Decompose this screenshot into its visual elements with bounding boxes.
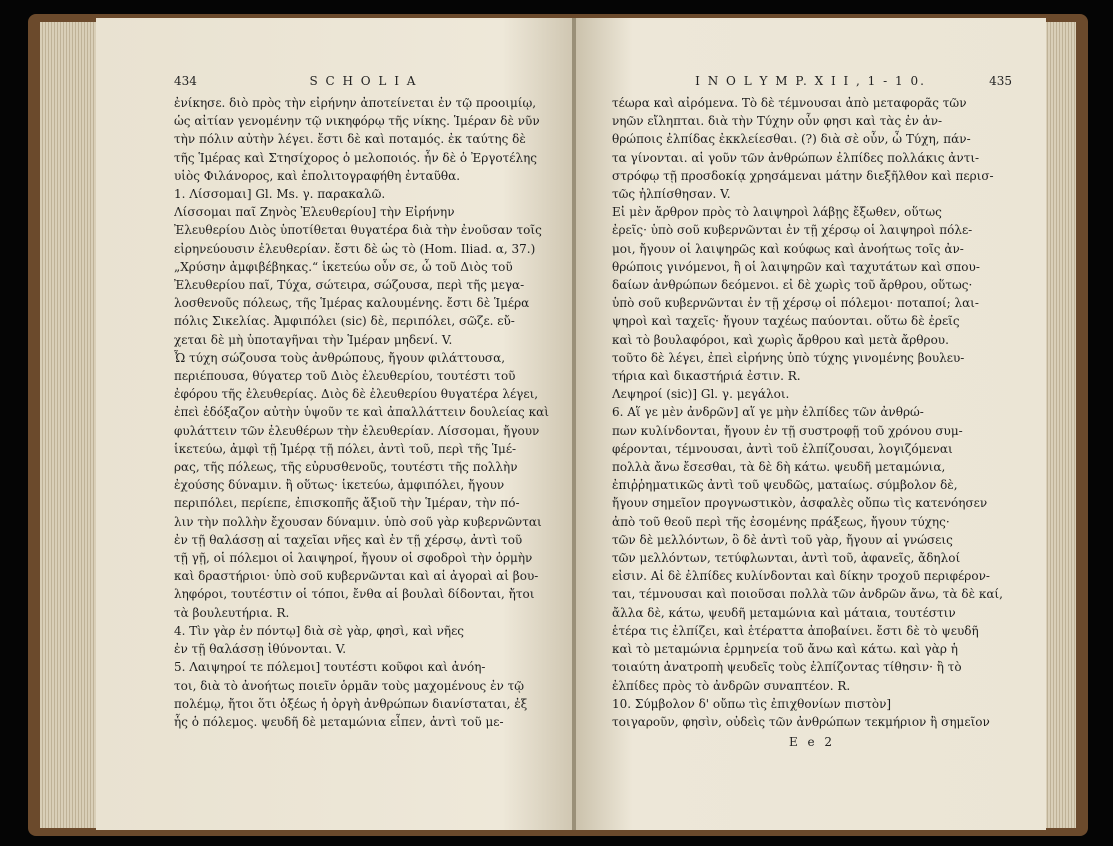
- text-line: τα γίνονται. αἱ γοῦν τῶν ἀνθρώπων ἐλπίδες πολλάκις ἀντι-: [612, 150, 980, 165]
- text-line: Εἰ μὲν ἄρθρον πρὸς τὸ λαιψηροὶ λάβῃς ἔξωθεν, οὕτως: [612, 205, 942, 220]
- text-line: τῶς ἠλπίσθησαν. V.: [612, 187, 731, 202]
- signature-mark: E e 2: [788, 735, 836, 750]
- text-line: 1. Λίσσομαι] Gl. Ms. γ. παρακαλῶ.: [174, 187, 386, 202]
- text-line: τῶν δὲ μελλόντων, ὃ δὲ ἀντὶ τοῦ γὰρ, ἤγουν αἱ γνώσεις: [612, 532, 953, 547]
- text-line: ληφόροι, τουτέστιν οἱ τόποι, ἔνθα αἱ βουλαὶ δίδονται, ἤτοι: [174, 587, 535, 602]
- text-line: λιν τὴν πολλὴν ἔχουσαν δύναμιν. ὑπὸ σοῦ γὰρ κυβερνῶνται: [174, 514, 542, 529]
- text-line: πόλις Σικελίας. Ἀμφιπόλει (sic) δὲ, περιπόλει, σῶζε. εὔ-: [174, 314, 515, 329]
- text-line: ὡς αἰτίαν γενομένην τῷ νικηφόρῳ τῆς νίκης. Ἱμέραν δὲ νῦν: [174, 114, 540, 129]
- text-line: φέρονται, τέμνουσαι, ἀντὶ τοῦ ἐλπίζουσαι, λογιζόμεναι: [612, 441, 953, 456]
- text-line: τῆς Ἱμέρας καὶ Στησίχορος ὁ μελοποιός. ἦν δὲ ὁ Ἐργοτέλης: [174, 150, 538, 165]
- text-line: περιέπουσα, θύγατερ τοῦ Διὸς ἐλευθερίου, τουτέστι τοῦ: [174, 369, 516, 384]
- text-line: Λεψηροί (sic)] Gl. γ. μεγάλοι.: [612, 387, 790, 402]
- text-line: ἐν τῇ θαλάσσῃ ἰθύνονται. V.: [174, 642, 347, 657]
- text-line: 4. Τὶν γὰρ ἐν πόντῳ] διὰ σὲ γὰρ, φησὶ, καὶ νῆες: [174, 623, 465, 638]
- text-line: ται, τέμνουσαι καὶ ποιοῦσαι πολλὰ τῶν ἀνδρῶν ἄνω, τὰ δὲ καί,: [612, 587, 1003, 602]
- text-line: δαίων ἀνθρώπων δεόμενοι. εἰ δὲ χωρὶς τοῦ ἄρθρου, οὕτως·: [612, 278, 973, 293]
- text-line: εἰρηνεύουσιν ἐλευθερίαν. ἔστι δὲ ὡς τὸ (Hom. Iliad. α, 37.): [174, 241, 536, 256]
- text-line: τοιγαροῦν, φησὶν, οὐδεὶς τῶν ἀνθρώπων τεκμήριον ἢ σημεῖον: [612, 714, 990, 729]
- text-line: 10. Σύμβολον δ' οὔπω τὶς ἐπιχθονίων πιστὸν]: [612, 696, 892, 711]
- text-line: καὶ δραστήριοι· ὑπὸ σοῦ κυβερνῶνται καὶ αἱ ἀγοραὶ αἱ βου-: [174, 569, 539, 584]
- text-line: ἑτέρα τις ἐλπίζει, καὶ ἑτέραττα ἀποβαίνει. ἔστι δὲ τὸ ψευδῆ: [612, 623, 979, 638]
- text-line: ἧς ὁ πόλεμος. ψευδῆ δὲ μεταμώνια εἶπεν, ἀντὶ τοῦ με-: [174, 714, 504, 729]
- text-line: ἱκετεύω, ἀμφὶ τῇ Ἱμέρᾳ τῇ πόλει, ἀντὶ τοῦ, περὶ τῆς Ἱμέ-: [174, 441, 517, 456]
- text-line: ἐχούσης δύναμιν. ἢ οὕτως· ἱκετεύω, ἀμφιπόλει, ἤγουν: [174, 478, 505, 493]
- text-line: „Χρύσην ἀμφιβέβηκας.“ ἱκετεύω οὖν σε, ὦ τοῦ Διὸς τοῦ: [174, 259, 513, 274]
- text-line: θρώποις ἐλπίδας ἐκκλείεσθαι. (?) διὰ σὲ οὖν, ὦ Τύχη, πάν-: [612, 132, 971, 147]
- left-running-head: S C H O L I A: [309, 74, 418, 88]
- text-line: Λίσσομαι παῖ Ζηνὸς Ἐλευθερίου] τὴν Εἰρήνην: [174, 205, 455, 220]
- text-line: θρώποις γινόμενοι, ἢ οἱ λαιψηρῶν καὶ ταχυτάτων καὶ σπου-: [612, 259, 980, 274]
- text-line: τὰ βουλευτήρια. R.: [174, 605, 290, 620]
- text-line: ἐνίκησε. διὸ πρὸς τὴν εἰρήνην ἀποτείνεται ἐν τῷ προοιμίῳ,: [174, 96, 537, 110]
- text-line: ἐλπίδες πρὸς τὸ ἀνδρῶν συναπτέον. R.: [612, 678, 851, 693]
- text-line: Ἐλευθερίου Διὸς ὑποτίθεται θυγατέρα διὰ τὴν ἐνοῦσαν τοῖς: [174, 223, 542, 238]
- left-page-header: [174, 74, 550, 88]
- text-line: ἄλλα δὲ, κάτω, ψευδῆ μεταμώνια καὶ μάταια, τουτέστιν: [612, 605, 956, 620]
- text-line: ἤγουν σημεῖον προγνωστικὸν, ἀσφαλὲς οὔπω τὶς κατενόησεν: [612, 496, 988, 511]
- text-line: ἐρεῖς· ὑπὸ σοῦ κυβερνῶνται ἐν τῇ χέρσῳ οἱ λαιψηροὶ πόλε-: [612, 223, 973, 238]
- text-line: τοῦτο δὲ λέγει, ἐπεὶ εἰρήνης ὑπὸ τύχης γινομένης βουλευ-: [612, 350, 965, 365]
- left-page: [96, 18, 574, 830]
- text-line: ἐφόρου τῆς ἐλευθερίας. Διὸς δὲ ἐλευθερίου θυγατέρα λέγει,: [174, 387, 539, 402]
- text-line: χεται δὲ μὴ ὑποταγῆναι τὴν Ἱμέραν μηδενί. V.: [174, 332, 453, 347]
- right-page-header: [612, 74, 1012, 88]
- text-line: τὴν πόλιν αὐτὴν λέγει. ἔστι δὲ καὶ ποταμός. ἐκ ταύτης δὲ: [174, 132, 526, 147]
- text-line: φυλάττειν τῶν ἐλευθέρων τὴν ἐλευθερίαν. Λίσσομαι, ἤγουν: [174, 423, 540, 438]
- text-line: ἐπεὶ ἐδόξαζον αὐτὴν ὑψοῦν τε καὶ ἀπαλλάττειν δουλείας καὶ: [174, 405, 549, 420]
- text-line: ἐν τῇ θαλάσσῃ αἱ ταχεῖαι νῆες καὶ ἐν τῇ χέρσῳ, ἀντὶ τοῦ: [174, 532, 523, 547]
- text-line: πων κυλίνδονται, ἤγουν ἐν τῇ συστροφῇ τοῦ χρόνου συμ-: [612, 423, 963, 438]
- text-line: 6. Αἵ γε μὲν ἀνδρῶν] αἵ γε μὴν ἐλπίδες τῶν ἀνθρώ-: [612, 405, 924, 420]
- text-line: τέωρα καὶ αἰρόμενα. Τὸ δὲ τέμνουσαι ἀπὸ μεταφορᾶς τῶν: [612, 96, 967, 110]
- right-page: [576, 18, 1046, 830]
- text-line: μοι, ἤγουν οἱ λαιψηρῶς καὶ κούφως καὶ ἀνοήτως τοῖς ἀν-: [612, 241, 964, 256]
- text-line: ὑπὸ σοῦ κυβερνῶνται ἐν τῇ χέρσῳ οἱ πόλεμοι· ποταποί; λαι-: [612, 296, 979, 311]
- text-line: Ἐλευθερίου παῖ, Τύχα, σώτειρα, σώζουσα, περὶ τῆς μεγα-: [174, 278, 525, 293]
- right-running-head: I N O L Y M P. X I I , 1 - 1 0.: [695, 74, 926, 88]
- text-line: πολέμῳ, ἤτοι ὅτι ὀξέως ἡ ὀργὴ ἀνθρώπων διανίσταται, ἐξ: [174, 696, 528, 711]
- text-line: στρόφῳ τῇ προσδοκίᾳ χρησάμεναι μάτην διεξῆλθον καὶ περισ-: [612, 168, 994, 183]
- text-line: εἰσιν. Αἱ δὲ ἐλπίδες κυλίνδονται καὶ δίκην τροχοῦ περιφέρον-: [612, 569, 990, 584]
- text-line: ρας, τῆς πόλεως, τῆς εὐρυσθενοῦς, τουτέστι τῆς πολλὴν: [174, 460, 518, 475]
- text-line: 5. Λαιψηροί τε πόλεμοι] τουτέστι κοῦφοι καὶ ἀνόη-: [174, 660, 486, 675]
- text-line: λοσθενοῦς πόλεως, τῆς Ἱμέρας καλουμένης. ἔστι δὲ Ἱμέρα: [174, 296, 530, 311]
- page-edges-right: [1044, 22, 1076, 828]
- right-page-number: 435: [989, 74, 1012, 88]
- text-line: Ὦ τύχη σώζουσα τοὺς ἀνθρώπους, ἤγουν φιλάττουσα,: [174, 350, 506, 365]
- text-line: πολλὰ ἄνω ἔσεσθαι, τὰ δὲ δὴ κάτω. ψευδῆ μεταμώνια,: [612, 460, 946, 475]
- text-line: ἐπιῤῥηματικῶς ἀντὶ τοῦ ψευδῶς, ματαίως. σύμβολον δὲ,: [612, 478, 958, 493]
- text-line: τῇ γῇ, οἱ πόλεμοι οἱ λαιψηροί, ἤγουν οἱ σφοδροὶ τὴν ὁρμὴν: [174, 551, 533, 566]
- left-page-number: 434: [174, 74, 197, 88]
- text-line: περιπόλει, περίεπε, ἐπισκοπῆς ἄξιοῦ τὴν Ἱμέραν, τὴν πό-: [174, 496, 520, 511]
- text-line: τῶν μελλόντων, τετύφλωνται, ἀντὶ τοῦ, ἀφανεῖς, ἄδηλοί: [612, 551, 961, 566]
- text-line: ἀπὸ τοῦ θεοῦ περὶ τῆς ἐσομένης πράξεως, ἤγουν τύχης·: [612, 514, 950, 529]
- text-line: τοι, διὰ τὸ ἀνοήτως ποιεῖν ὁρμᾶν τοὺς μαχομένους ἐν τῷ: [174, 678, 525, 693]
- right-page-text: [612, 94, 1012, 731]
- text-line: καὶ τὸ μεταμώνια ἑρμηνεία τοῦ ἄνω καὶ κάτω. καὶ γὰρ ἡ: [612, 642, 958, 657]
- text-line: καὶ τὸ βουλαφόροι, καὶ χωρὶς ἄρθρου καὶ μετὰ ἄρθρου.: [612, 332, 949, 347]
- text-line: τοιαύτη ἀνατροπὴ ψευδεῖς τοὺς ἐλπίζοντας τίθησιν· ἢ τὸ: [612, 660, 962, 675]
- text-line: υἱὸς Φιλάνορος, καὶ ἐπολιτογραφήθη ἐνταῦθα.: [174, 168, 461, 183]
- text-line: τήρια καὶ δικαστήριά ἐστιν. R.: [612, 369, 801, 384]
- text-line: ψηροὶ καὶ ταχεῖς· ἤγουν ταχέως παύονται. οὕτω δὲ ἐρεῖς: [612, 314, 960, 329]
- left-page-text: [174, 94, 550, 731]
- text-line: νηῶν εἴληπται. διὰ τὴν Τύχην οὖν φησι καὶ τὰς ἐν ἀν-: [612, 114, 943, 129]
